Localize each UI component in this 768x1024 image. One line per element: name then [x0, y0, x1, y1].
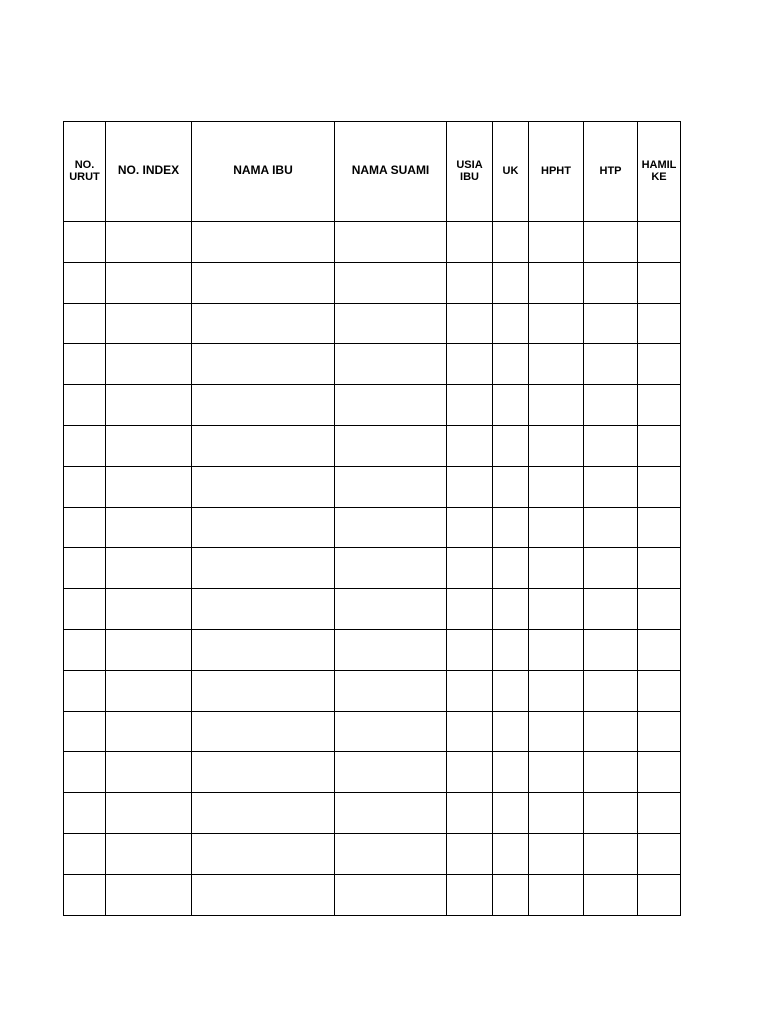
table-cell [64, 874, 106, 915]
table-cell [447, 874, 493, 915]
table-cell [493, 548, 529, 589]
table-cell [335, 833, 447, 874]
table-cell [447, 507, 493, 548]
table-cell [493, 385, 529, 426]
table-cell [493, 670, 529, 711]
table-cell [493, 344, 529, 385]
table-cell [584, 670, 638, 711]
table-cell [493, 752, 529, 793]
table-cell [529, 793, 584, 834]
table-cell [529, 222, 584, 263]
table-cell [106, 629, 192, 670]
table-cell [638, 670, 681, 711]
table-cell [335, 629, 447, 670]
header-usia-ibu-label: USIA IBU [456, 158, 483, 183]
table-cell [64, 793, 106, 834]
table-cell [638, 833, 681, 874]
table-cell [529, 303, 584, 344]
table-cell [447, 711, 493, 752]
table-cell [106, 303, 192, 344]
table-row [64, 425, 681, 466]
table-cell [106, 874, 192, 915]
table-cell [106, 385, 192, 426]
table-cell [335, 589, 447, 630]
table-cell [106, 752, 192, 793]
table-cell [638, 752, 681, 793]
table-cell [106, 711, 192, 752]
table-cell [447, 752, 493, 793]
header-nama-ibu [192, 122, 335, 222]
table-cell [584, 711, 638, 752]
table-cell [493, 507, 529, 548]
table-cell [64, 303, 106, 344]
table-cell [493, 466, 529, 507]
table-cell [335, 711, 447, 752]
table-cell [638, 548, 681, 589]
table-cell [584, 589, 638, 630]
table-cell [447, 303, 493, 344]
table-cell [447, 548, 493, 589]
table-cell [335, 548, 447, 589]
table-cell [529, 670, 584, 711]
table-cell [192, 262, 335, 303]
table-cell [106, 507, 192, 548]
table-cell [447, 425, 493, 466]
table-cell [192, 833, 335, 874]
table-cell [584, 222, 638, 263]
table-cell [529, 385, 584, 426]
table-cell [584, 629, 638, 670]
table-cell [529, 262, 584, 303]
table-row [64, 670, 681, 711]
table-cell [64, 548, 106, 589]
table-cell [192, 874, 335, 915]
table-row [64, 711, 681, 752]
table-cell [192, 752, 335, 793]
table-cell [335, 425, 447, 466]
table-cell [335, 303, 447, 344]
table-cell [335, 466, 447, 507]
header-hamil-ke-label: HAMIL KE [641, 158, 677, 183]
table-cell [64, 629, 106, 670]
table-cell [64, 670, 106, 711]
table-cell [192, 303, 335, 344]
header-nama-ibu-label: NAMA IBU [233, 163, 293, 177]
table-cell [192, 711, 335, 752]
table-cell [447, 466, 493, 507]
table-row [64, 262, 681, 303]
table-cell [447, 385, 493, 426]
header-nama-suami [335, 122, 447, 222]
table-cell [192, 425, 335, 466]
table-cell [638, 629, 681, 670]
table-row [64, 874, 681, 915]
table-cell [106, 262, 192, 303]
table-cell [106, 344, 192, 385]
table-row [64, 752, 681, 793]
table-cell [493, 874, 529, 915]
table-cell [493, 589, 529, 630]
table-cell [638, 425, 681, 466]
table-cell [335, 344, 447, 385]
header-uk [493, 122, 529, 222]
table-cell [106, 548, 192, 589]
table-cell [192, 629, 335, 670]
table-cell [638, 793, 681, 834]
table-cell [529, 711, 584, 752]
table-cell [638, 711, 681, 752]
table-cell [192, 793, 335, 834]
table-row [64, 629, 681, 670]
table-cell [64, 385, 106, 426]
table-row [64, 303, 681, 344]
table-cell [64, 711, 106, 752]
table-cell [584, 344, 638, 385]
table-cell [529, 874, 584, 915]
table-cell [493, 711, 529, 752]
table-row [64, 466, 681, 507]
table-cell [529, 548, 584, 589]
table-cell [64, 589, 106, 630]
header-htp [584, 122, 638, 222]
header-nama-suami-label: NAMA SUAMI [351, 163, 430, 177]
table-cell [493, 629, 529, 670]
table-cell [106, 466, 192, 507]
header-no-urut [64, 122, 106, 222]
table-row [64, 507, 681, 548]
table-cell [584, 752, 638, 793]
header-hpht [529, 122, 584, 222]
table-cell [584, 425, 638, 466]
table-cell [493, 425, 529, 466]
table-cell [64, 262, 106, 303]
table-cell [447, 833, 493, 874]
table-cell [106, 222, 192, 263]
table-cell [447, 222, 493, 263]
table-row [64, 222, 681, 263]
table-cell [106, 589, 192, 630]
table-cell [529, 425, 584, 466]
table-cell [192, 548, 335, 589]
table-cell [64, 466, 106, 507]
table-cell [192, 385, 335, 426]
table-cell [106, 833, 192, 874]
table-cell [493, 833, 529, 874]
table-cell [64, 222, 106, 263]
table-cell [493, 793, 529, 834]
table-cell [638, 874, 681, 915]
table-cell [584, 548, 638, 589]
table-cell [638, 303, 681, 344]
table-cell [335, 793, 447, 834]
table-cell [64, 752, 106, 793]
table-cell [335, 874, 447, 915]
table-cell [447, 262, 493, 303]
table-cell [584, 303, 638, 344]
table-cell [638, 589, 681, 630]
table-row [64, 548, 681, 589]
table-cell [638, 222, 681, 263]
table-cell [192, 589, 335, 630]
header-usia-ibu [447, 122, 493, 222]
table-cell [529, 833, 584, 874]
table-cell [638, 507, 681, 548]
table-cell [106, 670, 192, 711]
header-hamil-ke [638, 122, 681, 222]
table-cell [529, 752, 584, 793]
table-cell [584, 385, 638, 426]
table-cell [447, 670, 493, 711]
table-cell [638, 385, 681, 426]
table-cell [447, 629, 493, 670]
table-row [64, 589, 681, 630]
table-cell [64, 344, 106, 385]
table-cell [493, 222, 529, 263]
table-cell [529, 344, 584, 385]
table-cell [529, 589, 584, 630]
table-cell [638, 466, 681, 507]
table-cell [584, 262, 638, 303]
table-cell [447, 793, 493, 834]
table-cell [64, 833, 106, 874]
header-uk-label: UK [502, 164, 519, 177]
table-cell [584, 833, 638, 874]
table-cell [584, 466, 638, 507]
table-cell [584, 874, 638, 915]
table-cell [584, 507, 638, 548]
table-cell [192, 670, 335, 711]
table-row [64, 833, 681, 874]
table-cell [335, 507, 447, 548]
table-cell [529, 507, 584, 548]
table-cell [192, 344, 335, 385]
table-cell [493, 262, 529, 303]
table-cell [529, 466, 584, 507]
table-cell [335, 385, 447, 426]
table-cell [493, 303, 529, 344]
register-body [64, 222, 681, 916]
table-cell [335, 262, 447, 303]
table-row [64, 344, 681, 385]
header-no-index [106, 122, 192, 222]
table-cell [638, 344, 681, 385]
header-htp-label: HTP [599, 164, 622, 177]
table-cell [64, 507, 106, 548]
table-row [64, 385, 681, 426]
table-cell [447, 344, 493, 385]
header-hpht-label: HPHT [541, 164, 571, 177]
table-cell [638, 262, 681, 303]
table-cell [447, 589, 493, 630]
header-no-index-label: NO. INDEX [117, 163, 180, 177]
table-cell [529, 629, 584, 670]
header-row [64, 122, 681, 222]
table-cell [106, 425, 192, 466]
table-cell [584, 793, 638, 834]
table-cell [192, 466, 335, 507]
table-cell [64, 425, 106, 466]
table-row [64, 793, 681, 834]
table-cell [106, 793, 192, 834]
table-cell [192, 507, 335, 548]
table-cell [192, 222, 335, 263]
table-cell [335, 670, 447, 711]
table-cell [335, 222, 447, 263]
table-cell [335, 752, 447, 793]
maternal-register-table [63, 121, 681, 916]
header-no-urut-label: NO. URUT [69, 158, 100, 183]
